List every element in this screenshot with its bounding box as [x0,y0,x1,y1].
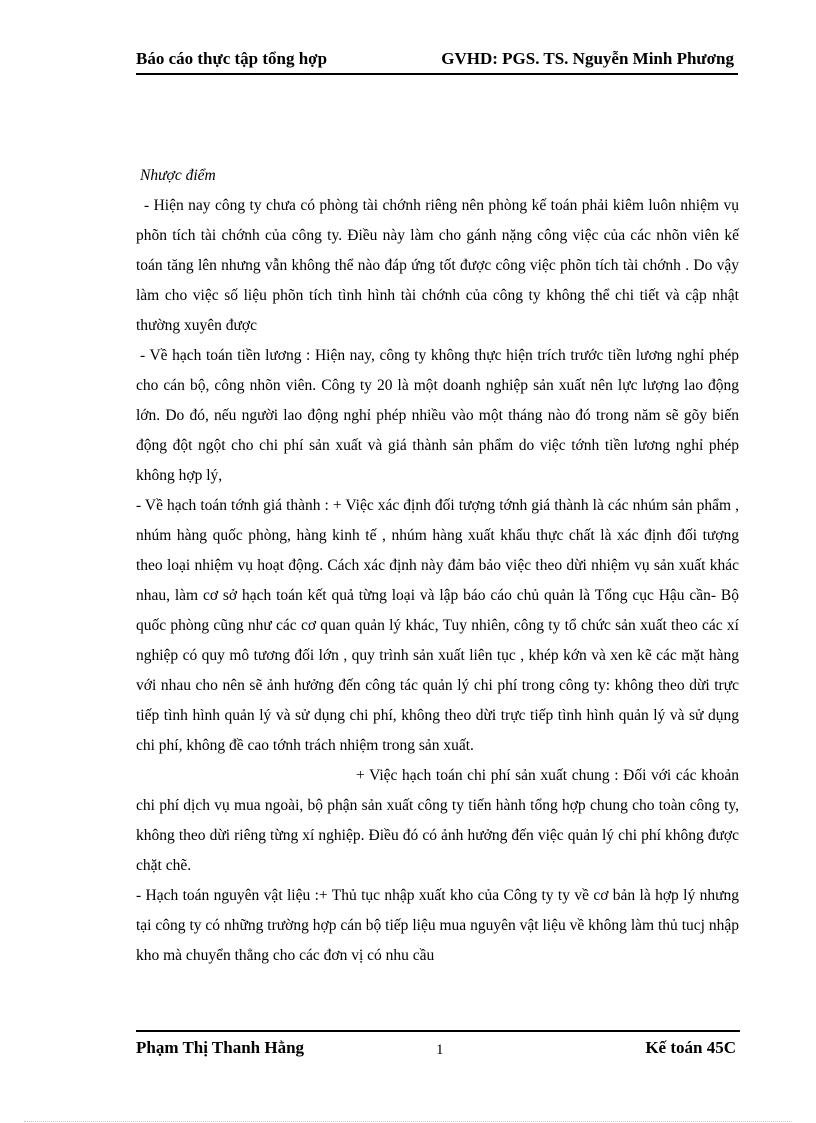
section-heading: Nhược điểm [140,167,216,184]
page-footer [136,1030,740,1062]
paragraph-salary-accounting: - Về hạch toán tiền lương : Hiện nay, công ty không thực hiện trích trước tiền lương nghỉ phép cho cán bộ, công nhõn viên. Công ty 20 là một doanh nghiệp sản xuất nên lực lượng lao động lớn. Do đó, nếu người lao động nghỉ phép nhiều vào một tháng nào đó trong năm sẽ gõy biến động đột ngột cho chi phí sản xuất và giá thành sản phẩm do việc tớnh tiền lương nghỉ phép không hợp lý, [136,347,739,484]
report-title: Báo cáo thực tập tổng hợp [136,49,328,68]
author-name: Phạm Thị Thanh Hằng [136,1038,305,1057]
page-header [136,49,738,75]
paragraph-cost-accounting: - Về hạch toán tớnh giá thành : + Việc xác định đối tượng tớnh giá thành là các nhúm sản phẩm , nhúm hàng quốc phòng, hàng kinh tế , nhúm hàng xuất khẩu thực chất là xác định đối tượng theo loại nhiệm vụ hoạt động. Cách xác định này đảm bảo việc theo dừi nhiệm vụ sản xuất khác nhau, làm cơ sở hạch toán kết quả từng loại và lập báo cáo chủ quản là Tổng cục Hậu cần- Bộ quốc phòng cũng như các cơ quan quản lý khác, Tuy nhiên, công ty tổ chức sản xuất theo các xí nghiệp có quy mô tương đối lớn , quy trình sản xuất liên tục , khép kớn và xen kẽ các mặt hàng với nhau cho nên sẽ ảnh hưởng đến công tác quản lý chi phí trong công ty: không theo dừi trực tiếp tình hình quản lý và sử dụng chi phí, không theo dừi trực tiếp tình hình quản lý và sử dụng chi phí, không đề cao tớnh trách nhiệm trong sản xuất. [136,497,739,754]
document-body [136,161,739,971]
page-number: 1 [436,1042,444,1058]
supervisor-name: GVHD: PGS. TS. Nguyễn Minh Phương [441,49,734,68]
paragraph-materials-accounting: - Hạch toán nguyên vật liệu :+ Thủ tục nhập xuất kho của Công ty ty về cơ bản là hợp lý nhưng tại công ty có những trường hợp cán bộ tiếp liệu mua nguyên vật liệu về không làm thủ tucj nhập kho mà chuyển thẳng cho các đơn vị có nhu cầu [136,887,739,964]
paragraph-finance-department: - Hiện nay công ty chưa có phòng tài chớnh riêng nên phòng kế toán phải kiêm luôn nhiệm vụ phõn tích tài chớnh của công ty. Điều này làm cho gánh nặng công việc của các nhõn viên kế toán tăng lên nhưng vẫn không thể nào đáp ứng tốt được công việc phõn tích tài chớnh . Do vậy làm cho việc số liệu phõn tích tình hình tài chớnh của công ty không thể chi tiết và cập nhật thường xuyên được [136,197,739,334]
class-name: Kế toán 45C [645,1038,736,1057]
page-bottom-divider [24,1121,792,1122]
paragraph-general-production-cost: + Việc hạch toán chi phí sản xuất chung : Đối với các khoản chi phí dịch vụ mua ngoài, bộ phận sản xuất công ty tiến hành tổng hợp chung cho toàn công ty, không theo dừi riêng từng xí nghiệp. Điều đó có ảnh hưởng đến việc quản lý chi phí không được chặt chẽ. [136,767,739,874]
